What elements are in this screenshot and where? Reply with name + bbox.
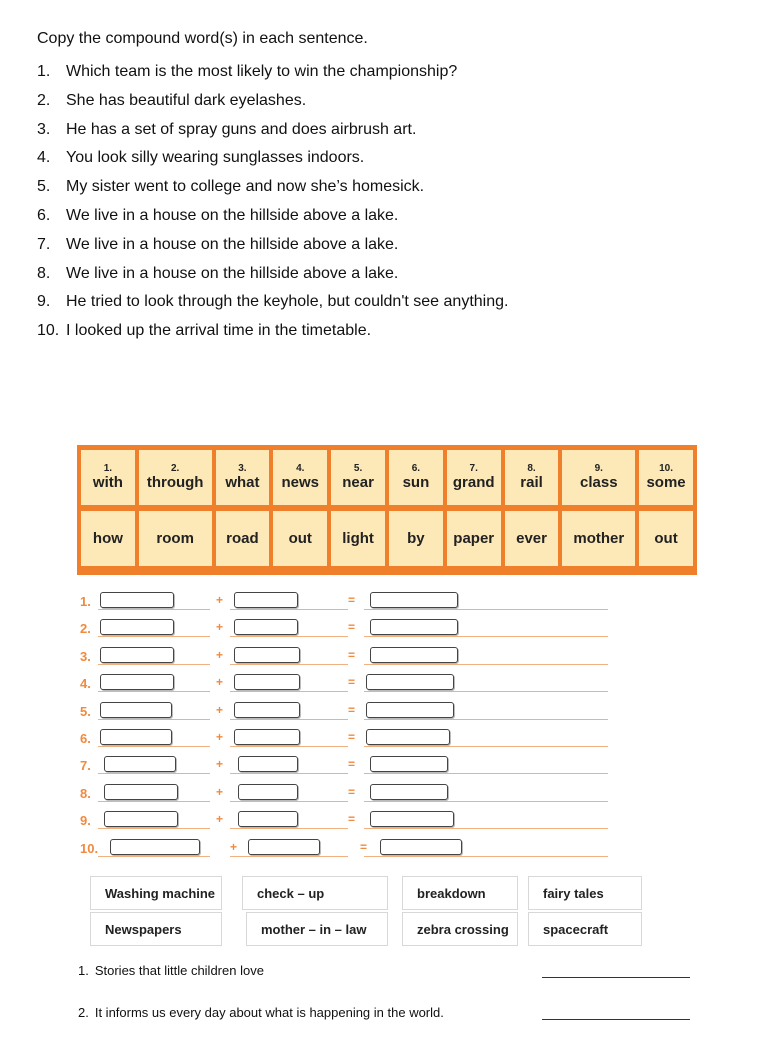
- word-cell: [389, 511, 443, 566]
- answer-row: [78, 727, 618, 754]
- sentence-item: [37, 288, 508, 317]
- second-word-box[interactable]: [234, 674, 300, 690]
- answer-underline: [230, 719, 348, 720]
- answer-row: [78, 837, 618, 864]
- word-cell-word: out: [288, 529, 312, 547]
- question-item: [78, 960, 693, 1002]
- first-word-box[interactable]: [100, 647, 174, 663]
- plus-sign: +: [216, 729, 224, 744]
- word-cell-number: 6.: [411, 462, 421, 474]
- word-cell: [273, 450, 327, 505]
- word-bank-chip: check – up: [242, 876, 388, 910]
- word-cell-word: road: [226, 529, 259, 547]
- word-cell-word: how: [92, 529, 123, 547]
- word-cell-word: light: [342, 529, 374, 547]
- answer-underline: [364, 773, 608, 774]
- compound-word-box[interactable]: [370, 784, 448, 800]
- sentence-text: Which team is the most likely to win the championship?: [66, 63, 458, 80]
- answer-row: [78, 672, 618, 699]
- second-word-box[interactable]: [238, 756, 298, 772]
- equals-sign: =: [348, 757, 356, 772]
- word-bank-chip: zebra crossing: [402, 912, 518, 946]
- word-grid-bottom-row: [81, 511, 693, 566]
- sentence-number: 1.: [37, 63, 51, 80]
- answer-underline: [98, 636, 210, 637]
- answer-underline: [98, 856, 210, 857]
- word-cell: [216, 450, 270, 505]
- answer-underline: [230, 609, 348, 610]
- second-word-box[interactable]: [248, 839, 320, 855]
- plus-sign: +: [216, 620, 224, 635]
- answer-number: 4.: [80, 676, 91, 692]
- word-cell: [81, 511, 135, 566]
- word-cell: [639, 511, 693, 566]
- word-cell-number: 8.: [527, 462, 536, 474]
- sentence-text: He has a set of spray guns and does airbrush art.: [66, 120, 417, 138]
- word-cell-number: 5.: [353, 462, 363, 474]
- word-cell: [273, 511, 327, 566]
- answer-underline: [364, 636, 608, 637]
- sentence-item: [37, 260, 508, 289]
- sentence-number: 7.: [37, 235, 51, 253]
- sentence-text: We live in a house on the hillside above a lake.: [66, 235, 399, 253]
- compound-word-box[interactable]: [370, 619, 458, 635]
- first-word-box[interactable]: [100, 619, 174, 635]
- word-cell: [505, 511, 559, 566]
- word-cell-word: near: [342, 473, 374, 491]
- answer-number: 9.: [80, 813, 91, 829]
- word-cell-word: class: [580, 473, 618, 491]
- equals-sign: =: [348, 702, 356, 717]
- plus-sign: +: [216, 593, 224, 607]
- equals-sign: =: [348, 784, 356, 799]
- word-cell: [562, 450, 635, 505]
- answer-underline: [98, 773, 210, 774]
- equals-sign: =: [348, 620, 356, 635]
- plus-sign: +: [216, 702, 224, 717]
- answer-underline: [230, 636, 348, 637]
- answer-underline: [364, 609, 608, 610]
- answer-underline: [230, 801, 348, 802]
- sentence-item: [37, 173, 508, 202]
- word-cell: [389, 450, 443, 505]
- word-cell-word: news: [281, 473, 319, 491]
- word-grid-top-row: [81, 450, 693, 505]
- answer-underline: [98, 609, 210, 610]
- first-word-box[interactable]: [100, 592, 174, 608]
- first-word-box[interactable]: [104, 811, 178, 827]
- equals-sign: =: [348, 729, 356, 744]
- answer-blank-line[interactable]: [542, 977, 690, 978]
- sentence-text: You look silly wearing sunglasses indoors.: [66, 149, 365, 167]
- equals-sign: =: [348, 647, 356, 662]
- answer-number: 3.: [80, 648, 91, 664]
- answer-underline: [364, 719, 608, 720]
- compound-word-box[interactable]: [366, 729, 450, 745]
- sentence-text: My sister went to college and now she’s homesick.: [66, 178, 425, 196]
- sentence-item: [37, 116, 508, 145]
- plus-sign: +: [216, 812, 224, 827]
- word-cell-number: 4.: [296, 462, 305, 474]
- answer-row: [78, 700, 618, 727]
- second-word-box[interactable]: [234, 592, 298, 608]
- word-cell-number: 7.: [469, 462, 478, 474]
- word-cell-word: what: [225, 473, 260, 491]
- question-number: 2.: [78, 1005, 89, 1020]
- word-cell-word: room: [156, 529, 194, 547]
- second-word-box[interactable]: [234, 729, 300, 745]
- answer-number: 7.: [80, 758, 91, 774]
- word-cell: [447, 511, 501, 566]
- sentence-number: 10.: [37, 322, 60, 340]
- answer-rows: [78, 590, 618, 864]
- word-cell-word: paper: [453, 529, 495, 547]
- answer-underline: [230, 746, 348, 747]
- word-cell: [447, 450, 501, 505]
- answer-underline: [98, 719, 210, 720]
- first-word-box[interactable]: [100, 702, 172, 718]
- question-list: [78, 960, 693, 1044]
- word-cell-number: 2.: [170, 462, 180, 474]
- compound-word-box[interactable]: [366, 674, 454, 690]
- compound-word-box[interactable]: [380, 839, 462, 855]
- equals-sign: =: [348, 675, 356, 690]
- answer-number: 2.: [80, 621, 91, 637]
- answer-number: 1.: [80, 594, 91, 609]
- question-item: [78, 1002, 693, 1044]
- word-bank-chip: spacecraft: [528, 912, 642, 946]
- first-word-box[interactable]: [110, 839, 200, 855]
- word-bank-chip: mother – in – law: [246, 912, 388, 946]
- answer-row: [78, 645, 618, 672]
- word-cell: [331, 511, 385, 566]
- question-text: It informs us every day about what is happening in the world.: [94, 1005, 444, 1020]
- answer-underline: [364, 856, 608, 857]
- compound-word-box[interactable]: [370, 811, 454, 827]
- sentence-text: She has beautiful dark eyelashes.: [66, 91, 307, 109]
- plus-sign: +: [230, 839, 238, 854]
- word-cell-number: 9.: [594, 462, 603, 474]
- word-cell-number: 3.: [238, 462, 247, 474]
- answer-underline: [364, 801, 608, 802]
- answer-number: 6.: [80, 730, 91, 746]
- word-grid: [77, 445, 697, 575]
- sentence-number: 8.: [37, 264, 51, 282]
- second-word-box[interactable]: [238, 784, 298, 800]
- word-cell-word: through: [146, 473, 204, 491]
- compound-word-box[interactable]: [370, 756, 448, 772]
- sentence-text: We live in a house on the hillside above a lake.: [66, 264, 399, 282]
- answer-underline: [98, 691, 210, 692]
- word-cell-word: some: [646, 473, 686, 491]
- word-cell-word: ever: [516, 529, 547, 547]
- answer-underline: [98, 801, 210, 802]
- sentence-text: I looked up the arrival time in the timetable.: [66, 322, 372, 340]
- sentence-number: 2.: [37, 91, 51, 109]
- word-bank-chip: breakdown: [402, 876, 518, 910]
- answer-underline: [98, 828, 210, 829]
- sentence-number: 3.: [37, 120, 51, 138]
- sentence-list: [37, 58, 508, 346]
- word-cell-word: by: [407, 529, 425, 547]
- compound-word-box[interactable]: [370, 647, 458, 663]
- sentence-number: 5.: [37, 178, 51, 196]
- word-cell-number: 1.: [103, 462, 113, 474]
- answer-underline: [98, 746, 210, 747]
- sentence-item: [37, 202, 508, 231]
- plus-sign: +: [216, 757, 224, 772]
- first-word-box[interactable]: [104, 784, 178, 800]
- compound-word-box[interactable]: [366, 702, 454, 718]
- word-bank-chip: Washing machine: [90, 876, 222, 910]
- word-cell-word: with: [92, 473, 123, 491]
- word-cell-number: 10.: [659, 462, 673, 474]
- plus-sign: +: [216, 647, 224, 662]
- sentence-text: We live in a house on the hillside above a lake.: [66, 206, 399, 224]
- word-cell-word: rail: [520, 473, 543, 491]
- answer-number: 8.: [80, 785, 91, 801]
- word-cell-word: mother: [573, 529, 625, 547]
- answer-underline: [364, 664, 608, 665]
- word-cell: [81, 450, 135, 505]
- second-word-box[interactable]: [234, 647, 300, 663]
- equals-sign: =: [348, 812, 356, 827]
- word-cell-word: out: [654, 529, 678, 547]
- sentence-item: [37, 317, 508, 346]
- word-cell-word: grand: [452, 473, 495, 491]
- word-cell: [139, 511, 212, 566]
- answer-underline: [364, 746, 608, 747]
- sentence-number: 9.: [37, 293, 51, 311]
- second-word-box[interactable]: [238, 811, 298, 827]
- answer-underline: [230, 856, 348, 857]
- sentence-text: He tried to look through the keyhole, but couldn't see anything.: [66, 293, 509, 311]
- sentence-item: [37, 144, 508, 173]
- word-cell: [562, 511, 635, 566]
- answer-blank-line[interactable]: [542, 1019, 690, 1020]
- word-cell: [216, 511, 270, 566]
- answer-underline: [230, 828, 348, 829]
- answer-row: [78, 617, 618, 644]
- answer-underline: [364, 691, 608, 692]
- sentence-item: [37, 231, 508, 260]
- answer-underline: [230, 691, 348, 692]
- equals-sign: =: [348, 593, 356, 607]
- word-cell: [139, 450, 212, 505]
- answer-number: 10.: [80, 840, 99, 856]
- compound-word-box[interactable]: [370, 592, 458, 608]
- sentence-item: [37, 58, 508, 87]
- answer-number: 5.: [80, 703, 91, 719]
- plus-sign: +: [216, 784, 224, 799]
- sentence-item: [37, 87, 508, 116]
- first-word-box[interactable]: [100, 729, 172, 745]
- first-word-box[interactable]: [104, 756, 176, 772]
- question-number: 1.: [78, 963, 89, 978]
- sentence-number: 6.: [37, 206, 51, 224]
- word-bank-chip: fairy tales: [528, 876, 642, 910]
- answer-underline: [364, 828, 608, 829]
- answer-row: [78, 754, 618, 781]
- word-cell: [331, 450, 385, 505]
- question-text: Stories that little children love: [94, 963, 264, 978]
- equals-sign: =: [360, 839, 368, 854]
- answer-row: [78, 782, 618, 809]
- word-cell: [505, 450, 559, 505]
- instruction-heading: Copy the compound word(s) in each sentence.: [37, 30, 368, 47]
- answer-row: [78, 809, 618, 836]
- second-word-box[interactable]: [234, 702, 300, 718]
- answer-row: [78, 590, 618, 617]
- word-cell-word: sun: [402, 473, 430, 491]
- answer-underline: [98, 664, 210, 665]
- word-cell: [639, 450, 693, 505]
- answer-underline: [230, 664, 348, 665]
- sentence-number: 4.: [37, 149, 51, 167]
- word-bank-chip: Newspapers: [90, 912, 222, 946]
- second-word-box[interactable]: [234, 619, 298, 635]
- first-word-box[interactable]: [100, 674, 174, 690]
- answer-underline: [230, 773, 348, 774]
- plus-sign: +: [216, 675, 224, 690]
